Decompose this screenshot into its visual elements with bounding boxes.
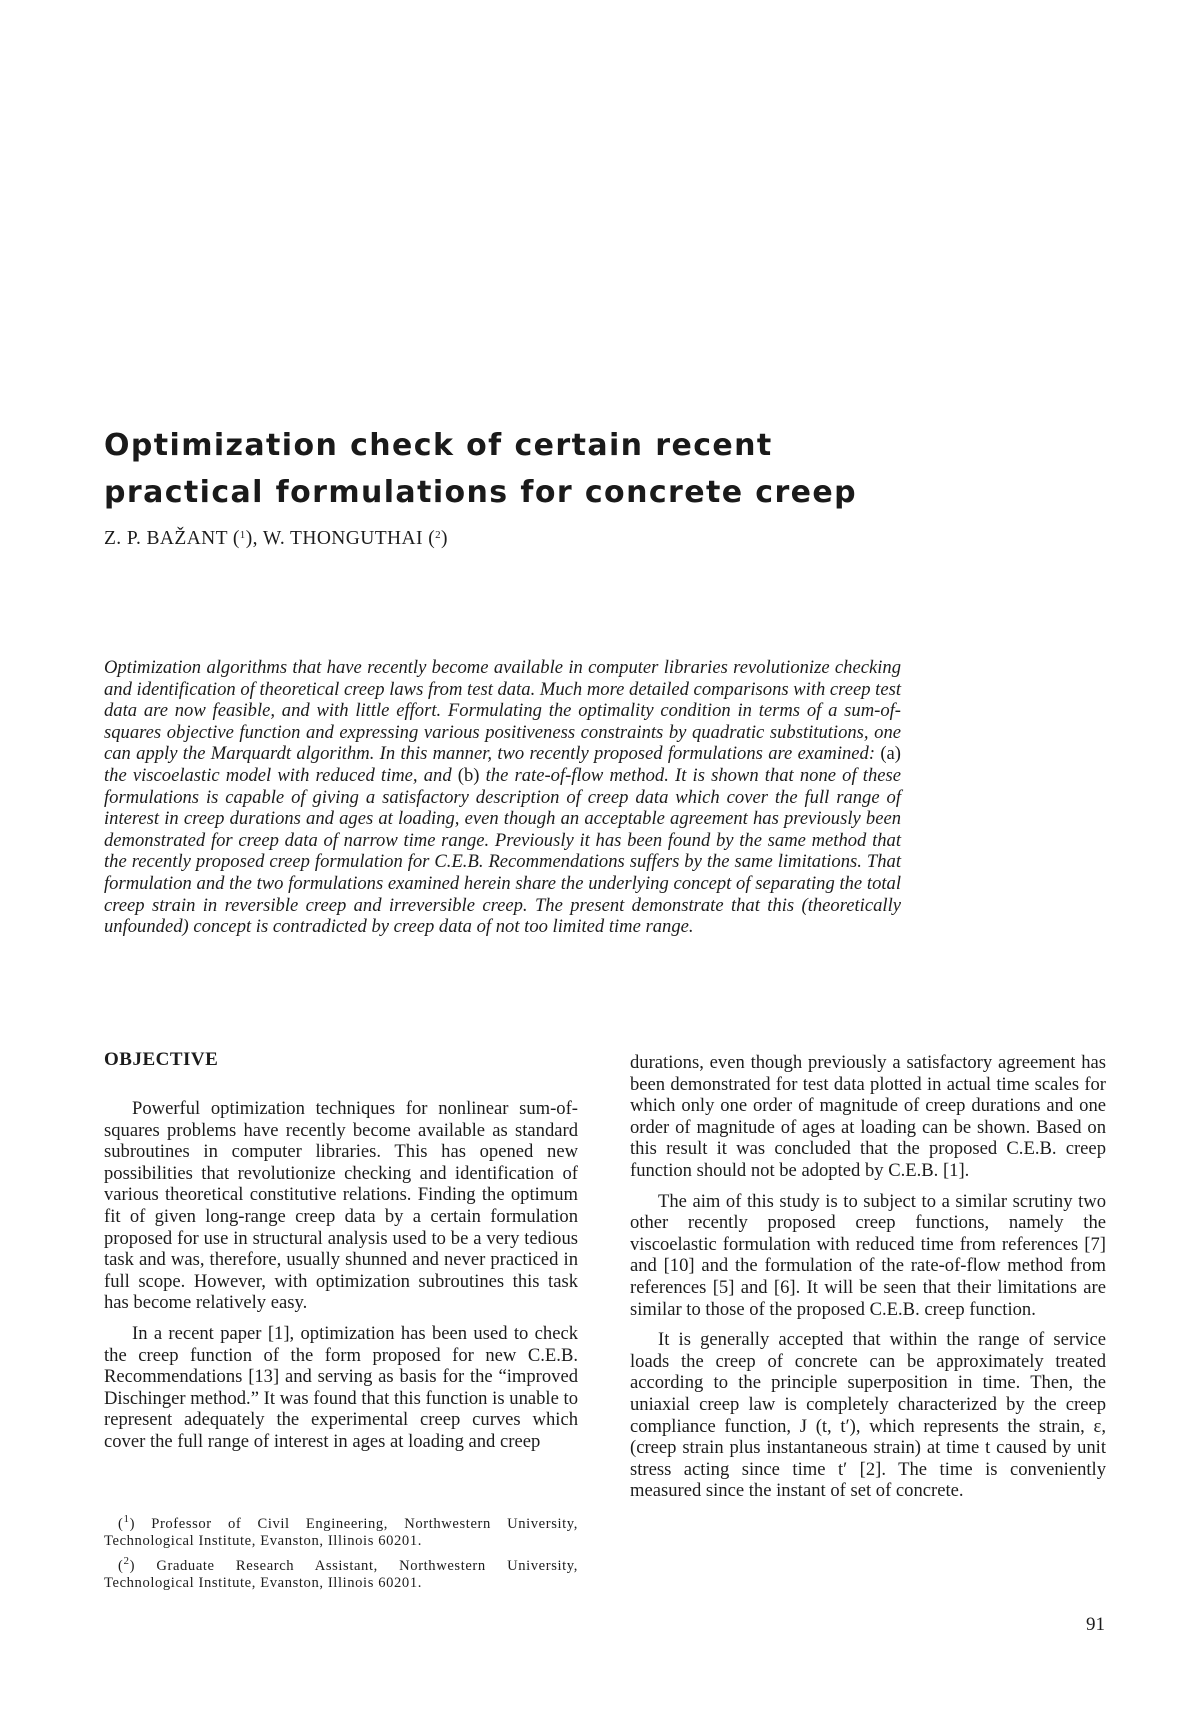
footnote-1-mark: 1 [123,1513,130,1525]
section-heading-objective: OBJECTIVE [104,1049,219,1070]
footnote-1-text: Professor of Civil Engineering, Northwestern University, Technological Institute, Evanston, Illinois 60201. [104,1516,578,1549]
abstract-part-1: Optimization algorithms that have recently become available in computer libraries revolutionize checking and identification of theoretical creep laws from test data. Much more detailed comparisons with creep test data are now feasible, and with little effort. Formulating the optimality condition in terms of a sum-of-squares objective function and expressing various positiveness constraints by quadratic substitutions, one can apply the Marquardt algorithm. In this manner, two recently proposed formulations are examined: [104,657,901,765]
page-number: 91 [1086,1614,1105,1635]
paper-title [104,422,964,516]
footnote-2: ($^2$) Graduate Research Assistant, Northwestern University, Technological Institute, Evanston, Illinois 60201. [104,1555,578,1591]
title-line-2: practical formulations for concrete creep [104,475,858,510]
abstract-label-b: (b) [457,764,480,786]
abstract-label-a: (a) [880,743,901,765]
footnote-2-text: Graduate Research Assistant, Northwestern University, Technological Institute, Evanston, Illinois 60201. [104,1558,578,1591]
abstract-part-3: the rate-of-flow method. It is shown that none of these formulations is capable of giving a satisfactory description of creep data which cover the full range of interest in creep durations and ages at loading, even though an acceptable agreement has previously been demonstrated for creep data of narrow time range. Previously it has been found by the same method that the recently proposed creep formulation for C.E.B. Recommendations suffers by the same limitations. That formulation and the two formulations examined herein share the underlying concept of separating the total creep strain in reversible creep and irreversible creep. The present demonstrate that this (theoretically unfounded) concept is contradicted by creep data of not too limited time range. [104,764,901,938]
author-2: W. THONGUTHAI [262,528,423,549]
footnote-1: ($^1$) Professor of Civil Engineering, Northwestern University, Technological Institute, Evanston, Illinois 60201. [104,1513,578,1549]
title-line-1: Optimization check of certain recent [104,428,773,463]
author-2-mark: 2 [435,529,441,541]
abstract-part-2: the viscoelastic model with reduced time, and [104,764,458,786]
left-column [104,1052,578,1462]
right-column [630,1052,1106,1511]
author-line: Z. P. BAŽANT ($^1$), W. THONGUTHAI ($^2$) [104,528,448,549]
left-paragraph-1: Powerful optimization techniques for nonlinear sum-of-squares problems have recently become available as standard subroutines in computer libraries. This has opened new possibilities that revolutionize checking and identification of various theoretical constitutive relations. Finding the optimum fit of given long-range creep data by a certain formulation proposed for use in structural analysis used to be a very tedious task and was, therefore, usually shunned and never practiced in full scope. However, with optimization subroutines this task has become relatively easy. [104,1098,578,1314]
author-separator: , [252,528,263,549]
footnote-2-mark: 2 [123,1555,130,1567]
right-paragraph-2: The aim of this study is to subject to a similar scrutiny two other recently proposed creep functions, namely the viscoelastic formulation with reduced time from references [7] and [10] and the formulation of the rate-of-flow method from references [5] and [6]. It will be seen that their limitations are similar to those of the proposed C.E.B. creep function. [630,1190,1106,1320]
author-1: Z. P. BAŽANT [104,528,228,549]
abstract [104,657,901,938]
author-1-mark: 1 [239,529,246,541]
right-paragraph-3: It is generally accepted that within the range of service loads the creep of concrete can be approximately treated according to the principle superposition in time. Then, the uniaxial creep law is completely characterized by the creep compliance function, J (t, t′), which represents the strain, ε, (creep strain plus instantaneous strain) at time t caused by unit stress acting since time t′ [2]. The time is conveniently measured since the instant of set of concrete. [630,1329,1106,1502]
right-paragraph-1: durations, even though previously a satisfactory agreement has been demonstrated for test data plotted in actual time scales for which only one order of magnitude of creep durations and one order of magnitude of ages at loading can be shown. Based on this result it was concluded that the proposed C.E.B. creep function should not be adopted by C.E.B. [1]. [630,1052,1106,1181]
left-paragraph-2: In a recent paper [1], optimization has been used to check the creep function of the form proposed for new C.E.B. Recommendations [13] and serving as basis for the “improved Dischinger method.” It was found that this function is unable to represent adequately the experimental creep curves which cover the full range of interest in ages at loading and creep [104,1322,578,1452]
